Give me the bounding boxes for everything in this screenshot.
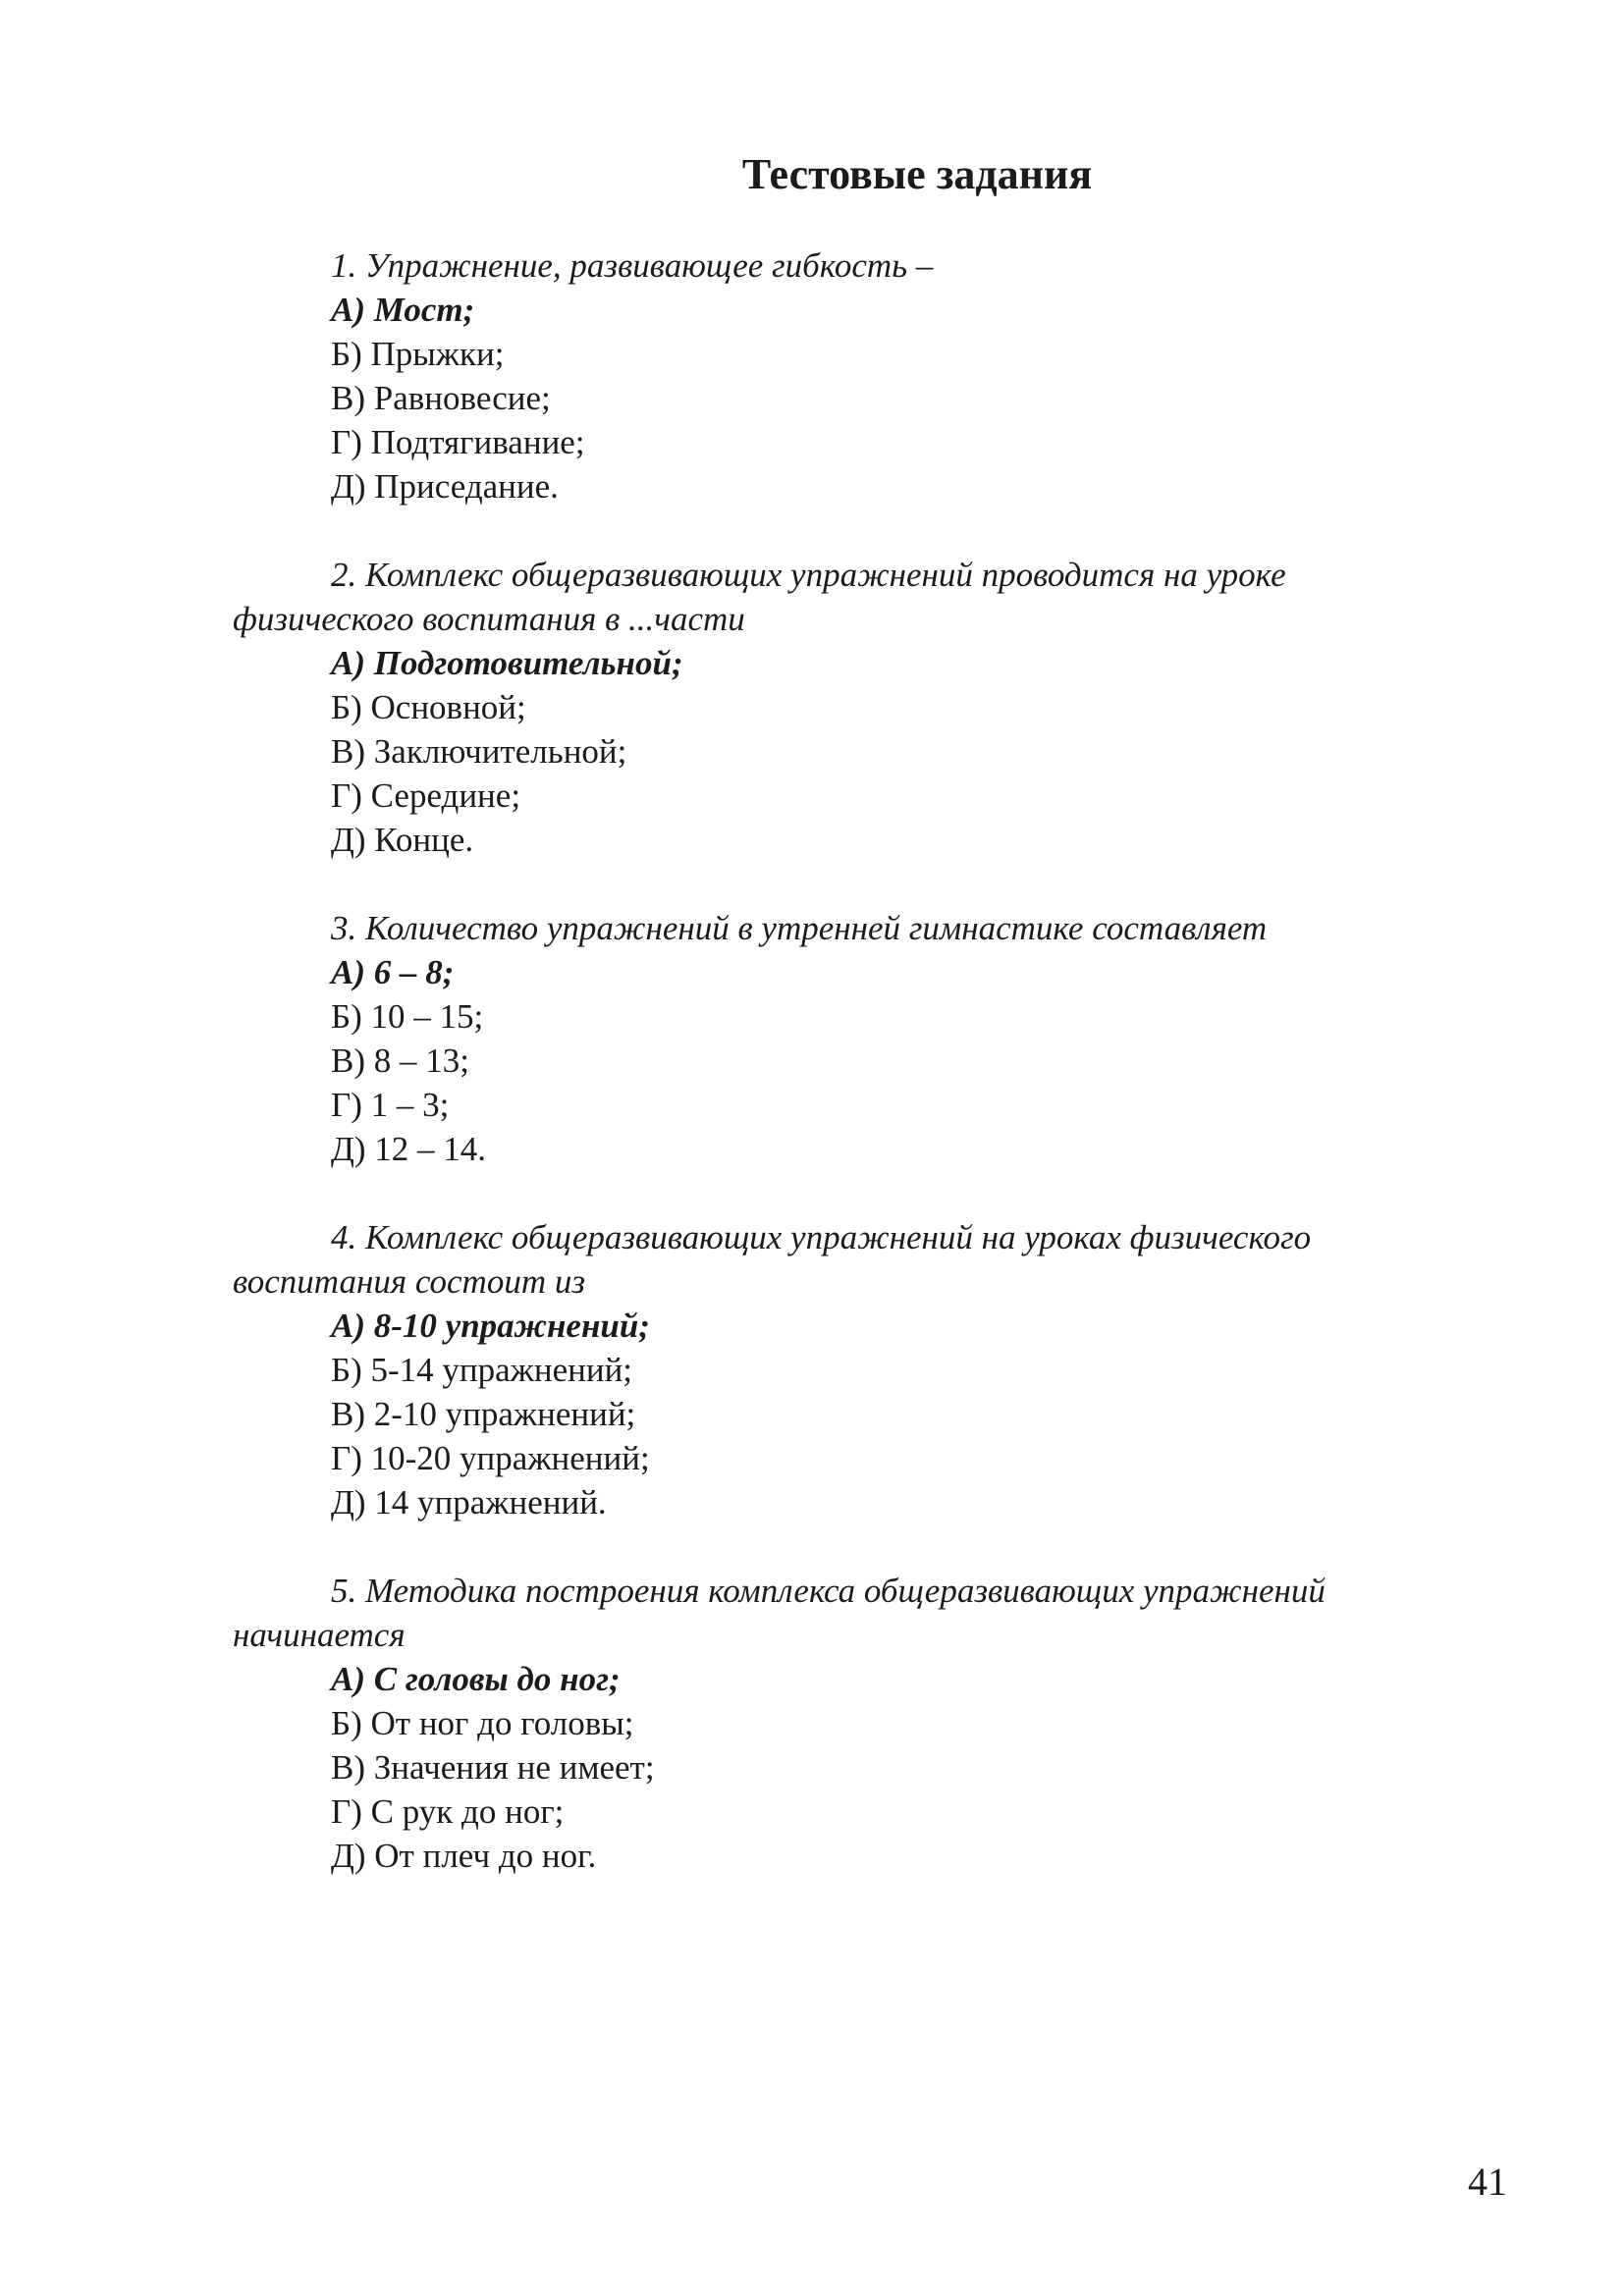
question-2 — [233, 553, 1444, 862]
question-4-text-line2: воспитания состоит из — [233, 1262, 586, 1301]
question-5-option-v: В) Значения не имеет; — [331, 1748, 655, 1787]
page-title: Тестовые задания — [741, 150, 1093, 198]
question-2-option-b: Б) Основной; — [331, 688, 526, 726]
page-number: 41 — [1468, 2160, 1507, 2204]
question-2-option-a: А) Подготовительной; — [331, 644, 683, 682]
question-4 — [233, 1215, 1444, 1524]
question-1-text: 1. Упражнение, развивающее гибкость – — [331, 246, 934, 285]
document-content — [233, 149, 1444, 1922]
question-4-text-line1: 4. Комплекс общеразвивающих упражнений на уроках физического — [331, 1218, 1312, 1256]
question-1-option-b: Б) Прыжки; — [331, 335, 505, 373]
question-4-option-v: В) 2-10 упражнений; — [331, 1395, 636, 1433]
question-2-option-v: В) Заключительной; — [331, 732, 627, 771]
question-4-option-a: А) 8-10 упражнений; — [331, 1307, 650, 1345]
question-4-option-g: Г) 10-20 упражнений; — [331, 1439, 650, 1477]
question-5-option-g: Г) С рук до ног; — [331, 1792, 565, 1831]
question-5-text-line1: 5. Методика построения комплекса общеразвивающих упражнений — [331, 1572, 1326, 1610]
question-4-option-d: Д) 14 упражнений. — [331, 1483, 607, 1522]
question-2-option-d: Д) Конце. — [331, 821, 474, 859]
question-4-option-b: Б) 5-14 упражнений; — [331, 1351, 633, 1389]
question-5-option-d: Д) От плеч до ног. — [331, 1837, 597, 1875]
question-3 — [233, 906, 1444, 1171]
question-5-option-a: А) С головы до ног; — [331, 1660, 621, 1698]
question-3-option-v: В) 8 – 13; — [331, 1041, 469, 1080]
question-5-text-line2: начинается — [233, 1616, 406, 1654]
question-2-option-g: Г) Середине; — [331, 776, 521, 815]
question-2-text-line2: физического воспитания в ...части — [233, 600, 745, 638]
question-3-option-g: Г) 1 – 3; — [331, 1086, 450, 1124]
question-3-option-a: А) 6 – 8; — [331, 953, 455, 991]
question-1-option-a: А) Мост; — [331, 291, 475, 329]
question-1 — [233, 243, 1444, 508]
question-1-option-v: В) Равновесие; — [331, 379, 551, 417]
question-3-option-b: Б) 10 – 15; — [331, 997, 484, 1036]
question-5 — [233, 1569, 1444, 1878]
question-3-text: 3. Количество упражнений в утренней гимнастике составляет — [331, 909, 1268, 947]
question-5-option-b: Б) От ног до головы; — [331, 1704, 634, 1742]
question-3-option-d: Д) 12 – 14. — [331, 1130, 487, 1168]
question-1-option-g: Г) Подтягивание; — [331, 423, 585, 461]
question-1-option-d: Д) Приседание. — [331, 467, 559, 506]
question-2-text-line1: 2. Комплекс общеразвивающих упражнений проводится на уроке — [331, 556, 1286, 594]
